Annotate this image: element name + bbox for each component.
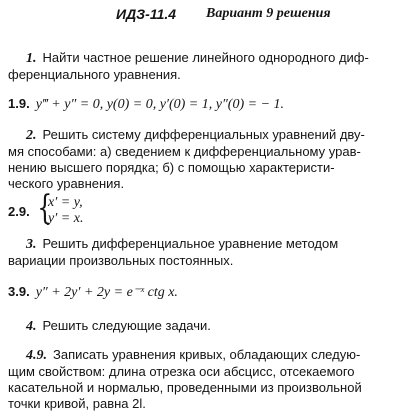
task-2-line-2: мя способами: а) сведением к дифференциальному урав- (8, 144, 361, 159)
system-2-9 (8, 188, 208, 229)
equation-3-9-label: 3.9. (8, 284, 30, 299)
task-3-line-2: вариации произвольных постоянных. (8, 253, 234, 268)
task-1-line-2: ференциального уравнения. (8, 67, 181, 82)
equation-3-9 (8, 283, 392, 302)
task-3 (8, 236, 392, 269)
task-3-number: 3. (26, 237, 37, 252)
equation-1-9 (8, 95, 392, 114)
task-2-text-1: Решить систему дифференциальных уравнений дву- (42, 127, 365, 142)
task-4-9-line-1 (8, 347, 392, 364)
equation-1-9-formula: y‴ + y″ = 0, y(0) = 0, y′(0) = 1, y″(0) = − 1. (35, 97, 285, 112)
task-2 (8, 127, 392, 192)
task-4-9-text-1: Записать уравнения кривых, обладающих следую- (53, 347, 361, 362)
task-2-line-3: нению высшего порядка; б) с помощью характеристи- (8, 160, 335, 175)
task-4 (8, 318, 392, 335)
task-4-line-1 (8, 318, 392, 335)
task-3-text-1: Решить дифференциальное уравнение методом (42, 236, 339, 251)
system-2-9-label: 2.9. (8, 204, 30, 219)
task-1-text-1: Найти частное решение линейного однородного диф- (42, 50, 369, 65)
system-brace: { (37, 188, 53, 228)
task-4-9 (8, 347, 392, 412)
task-3-line-1 (8, 236, 392, 253)
task-2-number: 2. (26, 128, 37, 143)
equation-1-9-label: 1.9. (8, 96, 30, 111)
system-2-9-line-2: y′ = x. (48, 211, 84, 226)
header-assignment-id: ИДЗ-11.4 (116, 6, 177, 22)
task-4-9-number: 4.9. (26, 348, 47, 363)
task-4-text-1: Решить следующие задачи. (42, 318, 211, 333)
system-2-9-line-1: x′ = y, (48, 195, 83, 210)
task-1-line-1 (8, 50, 392, 67)
equation-3-9-formula: y″ + 2y′ + 2y = e⁻ˣ ctg x. (35, 285, 178, 300)
task-1-number: 1. (26, 51, 37, 66)
task-4-9-line-3: касательной и нормалью, проведенными из произвольной (8, 380, 362, 395)
task-4-number: 4. (26, 319, 37, 334)
header-variant: Вариант 9 решения (206, 6, 331, 21)
task-2-line-4: ческого уравнения. (8, 176, 125, 191)
task-2-line-1 (8, 127, 392, 144)
page-header (0, 6, 400, 28)
task-4-9-line-2: щим свойством: длина отрезка оси абсцисс, отсекаемого (8, 364, 355, 379)
task-4-9-line-4: точки кривой, равна 2l. (8, 396, 146, 411)
task-1 (8, 50, 392, 83)
